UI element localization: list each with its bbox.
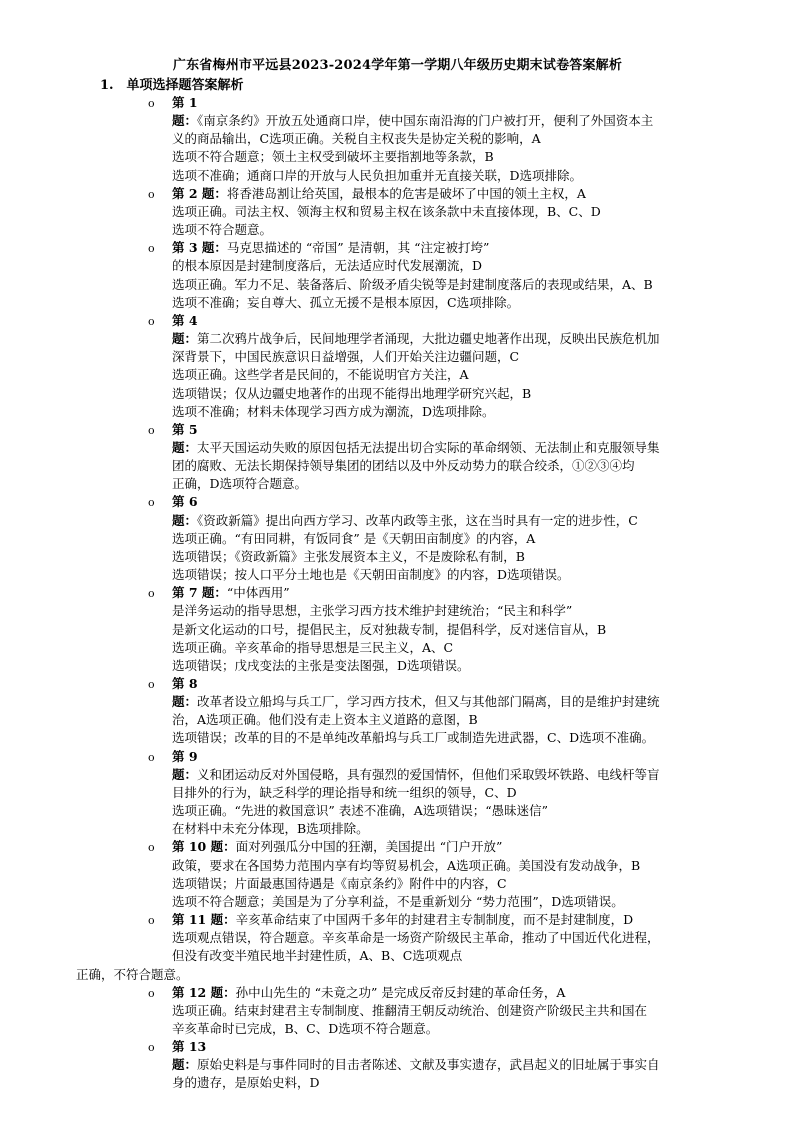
question-label: 题： — [172, 439, 198, 455]
bullet-icon: o — [148, 242, 155, 256]
answer-line — [172, 929, 728, 947]
answer-line — [172, 330, 728, 348]
question-label: 第 9 — [172, 748, 198, 764]
question-label: 第 10 题： — [172, 839, 236, 855]
bullet-icon: o — [148, 496, 155, 510]
question-label: 第 1 — [172, 95, 198, 110]
answer-text: 但没有改变半殖民地半封建性质，A、B、C选项观点 — [172, 948, 463, 964]
answer-text: 选项不符合题意；领土主权受到破坏主要指割地等条款，B — [172, 149, 494, 165]
answer-line — [172, 94, 728, 112]
list-item — [148, 94, 728, 185]
list-item — [148, 984, 728, 1038]
list-item — [148, 312, 728, 421]
list-item — [148, 421, 728, 494]
answer-text: 是洋务运动的指导思想，主张学习西方技术维护封建统治；“民主和科学” — [172, 603, 573, 619]
answer-line — [172, 421, 728, 439]
answer-line — [172, 621, 728, 639]
document-title: 广东省梅州市平远县2023-2024学年第一学期八年级历史期末试卷答案解析 — [172, 58, 623, 73]
bullet-icon: o — [148, 423, 155, 437]
answer-line — [172, 294, 728, 312]
answer-line — [172, 512, 728, 530]
question-label: 题： — [172, 331, 198, 347]
question-label: 题： — [172, 766, 198, 782]
answer-text: 选项不准确；妄自尊大、孤立无援不是根本原因，C选项排除。 — [172, 294, 520, 310]
answer-line — [172, 857, 728, 875]
section-heading — [100, 74, 244, 93]
answer-line — [172, 257, 728, 275]
section-number: 1. — [100, 78, 114, 93]
answer-list — [76, 94, 728, 1093]
answer-text: 选项错误；戊戌变法的主张是变法图强，D选项错误。 — [172, 657, 470, 673]
answer-line — [172, 439, 728, 457]
answer-text: 选项正确。“先进的救国意识” 表述不准确，A选项错误；“愚昧迷信” — [172, 803, 549, 819]
list-item — [148, 493, 728, 584]
answer-text: 马克思描述的 “帝国” 是清朝，其 “注定被打垮” — [226, 240, 490, 256]
answer-line — [172, 475, 728, 493]
question-label: 第 8 — [172, 676, 198, 691]
answer-line — [172, 530, 728, 548]
answer-text: 选项不符合题意。 — [172, 222, 273, 238]
answer-text: 选项错误；按人口平分土地也是《天朝田亩制度》的内容，D选项错误。 — [172, 567, 570, 583]
list-item — [148, 1038, 728, 1092]
answer-text: 第二次鸦片战争后，民间地理学者涌现，大批边疆史地著作出现，反映出民族危机加 — [197, 331, 660, 347]
bullet-icon: o — [148, 187, 155, 201]
answer-text: 《南京条约》开放五处通商口岸，使中国东南沿海的门户被打开，便利了外国资本主 — [197, 113, 654, 129]
question-label: 第 5 — [172, 421, 198, 437]
list-item — [148, 185, 728, 239]
answer-line — [172, 729, 728, 747]
question-label: 第 6 — [172, 494, 198, 510]
answer-line — [172, 711, 728, 729]
answer-text: 选项观点错误，符合题意。辛亥革命是一场资产阶级民主革命，推动了中国近代化进程， — [172, 930, 660, 946]
answer-text: 的根本原因是封建制度落后，无法适应时代发展潮流，D — [172, 258, 483, 274]
answer-line — [172, 348, 728, 366]
list-item — [148, 838, 728, 911]
answer-text: 义的商品输出，C选项正确。关税自主权丧失是协定关税的影响，A — [172, 131, 541, 147]
answer-text: “中体西用” — [226, 585, 290, 601]
answer-text: 选项正确。军力不足、装备落后、阶级矛盾尖锐等是封建制度落后的表现或结果，A、B — [172, 276, 653, 292]
answer-line — [172, 1002, 728, 1020]
answer-line — [76, 966, 728, 984]
answer-text: 辛亥革命结束了中国两千多年的封建君主专制制度，而不是封建制度，D — [235, 912, 634, 928]
answer-text: 选项正确。“有田同耕，有饭同食” 是《天朝田亩制度》的内容，A — [172, 530, 536, 546]
section-label: 单项选择题答案解析 — [126, 78, 244, 93]
answer-line — [172, 276, 728, 294]
answer-line — [172, 639, 728, 657]
answer-line — [172, 784, 728, 802]
answer-line — [172, 239, 728, 257]
answer-text: 在材料中未充分体现，B选项排除。 — [172, 821, 369, 837]
question-label: 第 3 题： — [172, 240, 227, 256]
answer-text: 正确，不符合题意。 — [76, 966, 189, 982]
list-item — [148, 748, 728, 839]
answer-line — [172, 893, 728, 911]
bullet-icon: o — [148, 97, 155, 110]
answer-text: 选项错误；片面最惠国待遇是《南京条约》附件中的内容，C — [172, 875, 507, 891]
answer-text: 将香港岛割让给英国，最根本的危害是破坏了中国的领土主权，A — [226, 185, 586, 201]
answer-line — [172, 875, 728, 893]
bullet-icon: o — [148, 314, 155, 328]
answer-line — [172, 602, 728, 620]
answer-text: 选项正确。辛亥革命的指导思想是三民主义，A、C — [172, 639, 454, 655]
answer-text: 选项不准确；材料未体现学习西方成为潮流，D选项排除。 — [172, 403, 495, 419]
list-item — [148, 584, 728, 675]
answer-text: 身的遗存，是原始史料，D — [172, 1075, 320, 1091]
list-item — [76, 911, 728, 984]
answer-text: 孙中山先生的 “未竟之功” 是完成反帝反封建的革命任务，A — [235, 984, 566, 1000]
bullet-icon: o — [148, 986, 155, 1000]
answer-line — [172, 148, 728, 166]
answer-text: 团的腐败、无法长期保持领导集团的团结以及中外反动势力的联合绞杀，①②③④均 — [172, 458, 635, 474]
answer-line — [172, 130, 728, 148]
answer-line — [172, 838, 728, 856]
answer-text: 选项错误；《资政新篇》主张发展资本主义，不是废除私有制，B — [172, 548, 525, 564]
answer-text: 《资政新篇》提出向西方学习、改革内政等主张，这在当时具有一定的进步性，C — [197, 512, 638, 528]
question-label: 第 4 — [172, 312, 198, 328]
answer-line — [172, 493, 728, 511]
list-item — [148, 675, 728, 748]
answer-line — [172, 693, 728, 711]
answer-text: 选项不准确；通商口岸的开放与人民负担加重并无直接关联，D选项排除。 — [172, 167, 583, 183]
list-item — [148, 239, 728, 312]
answer-text: 义和团运动反对外国侵略，具有强烈的爱国情怀，但他们采取毁坏铁路、电线杆等盲 — [197, 766, 660, 782]
answer-line — [172, 185, 728, 203]
answer-line — [172, 366, 728, 384]
bullet-icon: o — [148, 1041, 155, 1055]
answer-line — [172, 657, 728, 675]
answer-line — [172, 548, 728, 566]
answer-line — [172, 1056, 728, 1074]
answer-line — [172, 203, 728, 221]
answer-line — [172, 675, 728, 693]
answer-text: 改革者设立船坞与兵工厂，学习西方技术，但又与其他部门隔离，目的是维护封建统 — [197, 694, 660, 710]
answer-text: 选项正确。司法主权、领海主权和贸易主权在该条款中未直接体现，B、C、D — [172, 203, 601, 219]
question-label: 第 13 — [172, 1039, 207, 1055]
question-label: 题： — [172, 512, 198, 528]
answer-line — [172, 112, 728, 130]
answer-text: 选项正确。结束封建君主专制制度、推翻清王朝反动统治、创建资产阶级民主共和国在 — [172, 1002, 648, 1018]
question-label: 题： — [172, 694, 198, 710]
answer-line — [172, 748, 728, 766]
bullet-icon: o — [148, 914, 155, 928]
bullet-icon: o — [148, 841, 155, 855]
answer-line — [172, 312, 728, 330]
answer-line — [172, 947, 728, 965]
answer-line — [172, 984, 728, 1002]
bullet-icon: o — [148, 678, 155, 691]
answer-text: 目排外的行为，缺乏科学的理论指导和统一组织的领导，C、D — [172, 784, 517, 800]
bullet-icon: o — [148, 750, 155, 764]
question-label: 第 2 题： — [172, 185, 227, 201]
answer-text: 选项错误；改革的目的不是单纯改革船坞与兵工厂或制造先进武器，C、D选项不准确。 — [172, 730, 655, 746]
answer-text: 原始史料是与事件同时的目击者陈述、文献及事实遗存，武昌起义的旧址属于事实自 — [197, 1057, 660, 1073]
answer-text: 太平天国运动失败的原因包括无法提出切合实际的革命纲领、无法制止和克服领导集 — [197, 439, 660, 455]
answer-line — [172, 403, 728, 421]
answer-text: 深背景下，中国民族意识日益增强，人们开始关注边疆问题，C — [172, 349, 520, 365]
answer-line — [172, 167, 728, 185]
answer-line — [172, 1074, 728, 1092]
answer-line — [172, 911, 728, 929]
answer-text: 正确，D选项符合题意。 — [172, 476, 308, 492]
answer-line — [172, 385, 728, 403]
answer-text: 辛亥革命时已完成，B、C、D选项不符合题意。 — [172, 1020, 439, 1036]
question-label: 题： — [172, 1057, 198, 1073]
answer-text: 面对列强瓜分中国的狂潮，美国提出 “门户开放” — [235, 839, 503, 855]
answer-text: 治，A选项正确。他们没有走上资本主义道路的意图，B — [172, 712, 478, 728]
question-label: 第 11 题： — [172, 912, 236, 928]
answer-text: 选项错误；仅从边疆史地著作的出现不能得出地理学研究兴起，B — [172, 385, 532, 401]
answer-line — [172, 766, 728, 784]
answer-line — [172, 1038, 728, 1056]
answer-line — [172, 820, 728, 838]
answer-text: 选项不符合题意；美国是为了分享利益，不是重新划分 “势力范围”，D选项错误。 — [172, 893, 624, 909]
answer-text: 是新文化运动的口号，提倡民主，反对独裁专制，提倡科学，反对迷信盲从，B — [172, 621, 607, 637]
answer-line — [172, 457, 728, 475]
answer-line — [172, 566, 728, 584]
answer-text: 选项正确。这些学者是民间的，不能说明官方关注，A — [172, 367, 469, 383]
question-label: 第 12 题： — [172, 984, 236, 1000]
answer-text: 政策，要求在各国势力范围内享有均等贸易机会，A选项正确。美国没有发动战争，B — [172, 857, 641, 873]
answer-line — [172, 802, 728, 820]
question-label: 第 7 题： — [172, 585, 227, 601]
answer-line — [172, 1020, 728, 1038]
bullet-icon: o — [148, 587, 155, 601]
question-label: 题： — [172, 113, 198, 129]
answer-line — [172, 584, 728, 602]
answer-line — [172, 221, 728, 239]
